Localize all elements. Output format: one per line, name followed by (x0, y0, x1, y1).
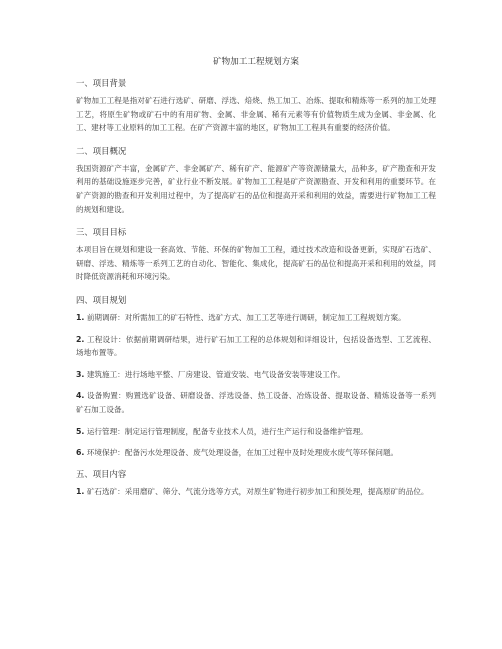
list-item-text: 矿石选矿：采用磨矿、筛分、气流分选等方式，对原生矿物进行初步加工和预处理，提高原矿的品位。 (86, 486, 429, 496)
list-item-text: 工程设计：依据前期调研结果，进行矿石加工工程的总体规划和详细设计，包括设备选型、工艺流程、场地布置等。 (76, 334, 437, 358)
list-item (76, 425, 436, 439)
list-item-text: 环境保护：配备污水处理设备、废气处理设备，在加工过程中及时处理废水废气等环保问题。 (86, 448, 399, 458)
document-page (76, 56, 436, 506)
list-item-number: 3. (76, 369, 85, 379)
section-heading: 四、项目规划 (76, 294, 127, 305)
list-item-text: 建筑施工：进行场地平整、厂房建设、管道安装、电气设备安装等建设工作。 (86, 369, 345, 379)
list-item-number: 6. (76, 448, 85, 458)
list-item (76, 446, 436, 460)
list-item-text: 运行管理：制定运行管理制度，配备专业技术人员，进行生产运行和设备维护管理。 (86, 426, 368, 436)
section-paragraph: 我国资源矿产丰富，金属矿产、非金属矿产、稀有矿产、能源矿产等资源储量大，品种多，矿产勘查和开发利用的基础设施逐步完善，矿业行业不断发展。矿物加工工程是矿产资源勘查、开发和利用的重要环节。在矿产资源的勘查和开发利用过程中，为了提高矿石的品位和提高开采和利用的效益，需要进行矿物加工工程的规划和建设。 (76, 163, 436, 214)
document-title: 矿物加工工程规划方案 (213, 57, 299, 67)
list-item-number: 4. (76, 391, 85, 401)
list-item-number: 5. (76, 426, 85, 436)
section-content (76, 468, 436, 499)
section-paragraph: 本项目旨在规划和建设一套高效、节能、环保的矿物加工工程，通过技术改造和设备更新，实现矿石选矿、研磨、浮选、精炼等一系列工艺的自动化、智能化、集成化，提高矿石的品位和提高开采和利用的效益，同时降低资源消耗和环境污染。 (76, 245, 436, 282)
list-item (76, 311, 436, 325)
list-item (76, 368, 436, 382)
list-item-number: 1. (76, 312, 85, 322)
list-item (76, 389, 436, 416)
list-item-number: 1. (76, 486, 85, 496)
section-goals (76, 226, 436, 284)
list-item-text: 设备购置：购置选矿设备、研磨设备、浮选设备、热工设备、冶炼设备、提取设备、精炼设备等一系列矿石加工设备。 (76, 391, 437, 414)
section-heading: 二、项目概况 (76, 145, 127, 156)
section-overview (76, 145, 436, 216)
section-heading: 一、项目背景 (76, 78, 127, 88)
list-item (76, 333, 436, 360)
list-item-number: 2. (76, 334, 85, 344)
section-background (76, 77, 436, 135)
section-paragraph: 矿物加工工程是指对矿石进行选矿、研磨、浮选、焙烧、热工加工、冶炼、提取和精炼等一系列的加工处理工艺，将原生矿物或矿石中的有用矿物、金属、非金属、稀有元素等有价值物质生成为金属、非金属、化工、建材等工业原料的加工工程。在矿产资源丰富的地区，矿物加工工程具有重要的经济价值。 (76, 96, 436, 133)
list-item-text: 前期调研：对所需加工的矿石特性、选矿方式、加工工艺等进行调研，制定加工工程规划方案。 (86, 312, 406, 322)
section-heading: 五、项目内容 (76, 468, 127, 479)
section-heading: 三、项目目标 (76, 227, 127, 238)
list-item (76, 485, 436, 499)
section-planning (76, 294, 436, 460)
